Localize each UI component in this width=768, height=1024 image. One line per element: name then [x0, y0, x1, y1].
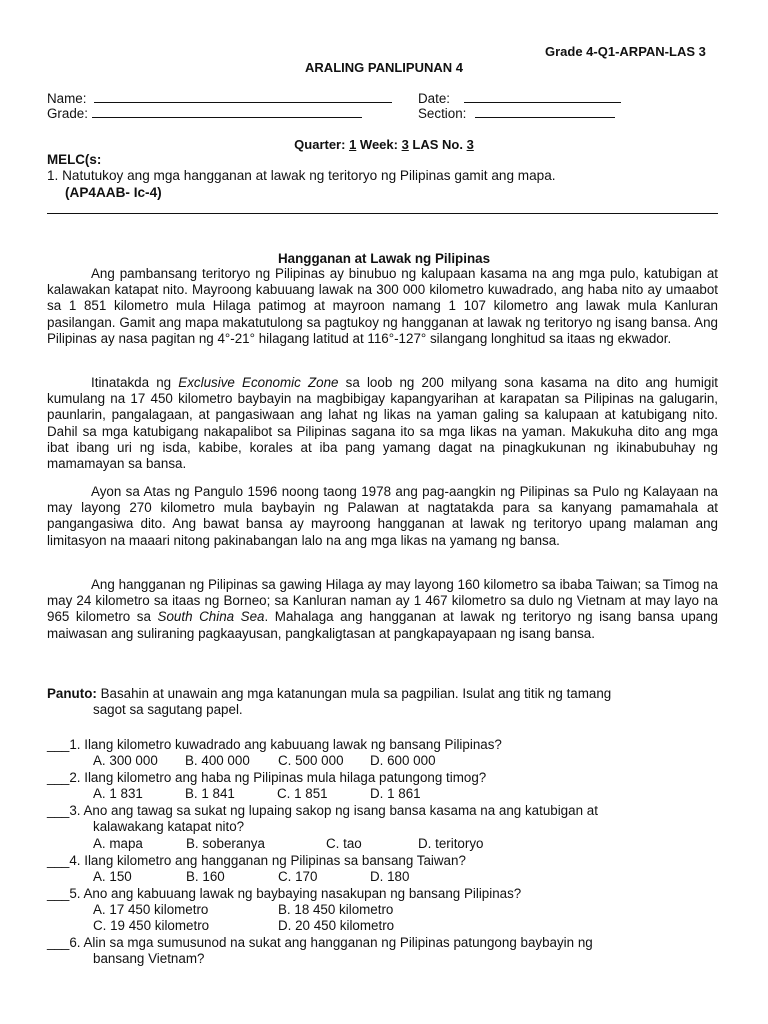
paragraph-2-lead: Itinatakda ng — [91, 375, 179, 390]
q2-option-b[interactable]: B. 1 841 — [185, 786, 235, 801]
lesson-paragraph-4 — [47, 577, 718, 642]
q1-option-d[interactable]: D. 600 000 — [370, 753, 436, 768]
name-label: Name: — [47, 91, 87, 106]
section-field[interactable] — [418, 105, 615, 122]
week-value: 3 — [401, 137, 409, 152]
paragraph-2-rest: sa loob ng 200 milyang sona kasama na dito ang humigit kumulang na 17 450 kilometro baybayin na magbibigay kapangyarihan at karapatan sa Pilipinas na galugarin, paunlarin, pangalagaan, at pangasiwaan ang lahat ng likas na yaman galing sa kalupaan at katubigang nito. Dahil sa mga katubigang nakapalibot sa Pilipinas sagana ito sa mga likas na yaman. Makukuha dito ang mga ibat ibang uri ng isda, kabibe, korales at iba pang yamang dagat na pinagkukunan ng ikinabubuhay ng mamamayan sa bansa. — [47, 375, 719, 472]
question-5-options-row-2 — [93, 918, 394, 934]
lesson-paragraph-3: Ayon sa Atas ng Pangulo 1596 noong taong 1978 ang pag-aangkin ng Pilipinas sa Pulo ng Kalayaan na may layong 270 kilometro mula baybayin ng Palawan at nagtatakda para sa kanyang pamamahala at pangangasiwa dito. Ang bawat bansa ay mayroong hangganan at lawak ng teritoryo upang malaman ang limitasyon na maaari nitong pakinabangan lalo na ang mga likas na yamang ng bansa. — [47, 484, 718, 548]
instructions-line-1 — [47, 686, 718, 702]
q2-option-c[interactable]: C. 1 851 — [277, 786, 328, 801]
section-blank[interactable] — [475, 105, 615, 118]
question-2-options — [93, 786, 421, 802]
lesson-paragraph-2 — [47, 375, 718, 472]
question-6-line-1: ___6. Alin sa mga sumusunod na sukat ang hangganan ng Pilipinas patungong baybayin ng — [47, 935, 593, 950]
question-5: ___5. Ano ang kabuuang lawak ng baybaying nasakupan ng bansang Pilipinas? — [47, 886, 522, 901]
las-value: 3 — [466, 137, 474, 152]
q4-option-b[interactable]: B. 160 — [186, 869, 225, 884]
quarter-label: Quarter: — [294, 137, 350, 152]
lesson-paragraph-1: Ang pambansang teritoryo ng Pilipinas ay binubuo ng kalupaan kasama na ang mga pulo, katubigan at kalawakan katapat nito. Mayroong kabuuang lawak na 300 000 kilometro kuwadrado, ang haba nito ay umaabot sa 1 851 kilometro mula Hilaga patimog at mayroon namang 1 107 kilometro ang lawak mula Kanluran pasilangan. Gamit ang mapa makatutulong sa pagtukoy ng hangganan at lawak ng teritoryo ng isang bansa. Ang Pilipinas ay nasa pagitan ng 4°-21° hilagang latitud at 116°-127° silangang longhitud sa itaas ng ekwador. — [47, 266, 718, 346]
q1-option-a[interactable]: A. 300 000 — [93, 753, 158, 768]
lesson-title: Hangganan at Lawak ng Pilipinas — [277, 251, 491, 266]
q5-option-a[interactable]: A. 17 450 kilometro — [93, 902, 209, 917]
question-4-options — [93, 869, 409, 885]
date-blank[interactable] — [464, 90, 621, 103]
name-blank[interactable] — [94, 90, 392, 103]
q3-option-d[interactable]: D. teritoryo — [418, 836, 484, 851]
q4-option-d[interactable]: D. 180 — [370, 869, 410, 884]
question-2: ___2. Ilang kilometro ang haba ng Pilipinas mula hilaga patungong timog? — [47, 770, 487, 785]
eez-term: Exclusive Economic Zone — [178, 375, 339, 390]
grade-blank[interactable] — [92, 105, 362, 118]
section-label: Section: — [418, 106, 467, 121]
quarter-value: 1 — [349, 137, 357, 152]
melc-code: (AP4AAB- Ic-4) — [65, 185, 162, 200]
question-1: ___1. Ilang kilometro kuwadrado ang kabuuang lawak ng bansang Pilipinas? — [47, 737, 502, 752]
q3-option-a[interactable]: A. mapa — [93, 836, 143, 851]
q2-option-d[interactable]: D. 1 861 — [370, 786, 421, 801]
q5-option-b[interactable]: B. 18 450 kilometro — [278, 902, 394, 917]
q1-option-b[interactable]: B. 400 000 — [185, 753, 250, 768]
worksheet-code: Grade 4-Q1-ARPAN-LAS 3 — [545, 44, 706, 59]
q4-option-c[interactable]: C. 170 — [278, 869, 318, 884]
south-china-sea-term: South China Sea — [157, 609, 265, 625]
question-3 — [47, 803, 598, 835]
week-label: Week: — [356, 137, 402, 152]
melc-item: 1. Natutukoy ang mga hangganan at lawak ng teritoryo ng Pilipinas gamit ang mapa. — [47, 168, 556, 183]
section-divider — [47, 213, 718, 214]
q5-option-c[interactable]: C. 19 450 kilometro — [93, 918, 210, 933]
question-4: ___4. Ilang kilometro ang hangganan ng Pilipinas sa bansang Taiwan? — [47, 853, 466, 868]
question-3-options — [93, 836, 483, 852]
grade-label: Grade: — [47, 106, 88, 121]
paragraph-4-rest: . Mahalaga ang hangganan at lawak ng teritoryo ng isang bansa upang maiwasan ang suliraning pagkaayusan, pangkaligtasan at pangkapayapaan ng isang bansa. — [47, 609, 719, 641]
las-label: LAS No. — [408, 137, 467, 152]
question-1-options — [93, 753, 436, 769]
question-6 — [47, 935, 593, 967]
date-label: Date: — [418, 91, 451, 106]
subject-title: ARALING PANLIPUNAN 4 — [305, 60, 463, 75]
instructions-text: Basahin at unawain ang mga katanungan mula sa pagpilian. Isulat ang titik ng tamang — [96, 686, 612, 701]
q3-option-b[interactable]: B. soberanya — [186, 836, 265, 851]
instructions-line-2: sagot sa sagutang papel. — [93, 702, 243, 718]
melc-label: MELC(s: — [47, 152, 102, 167]
question-5-options-row-1 — [93, 902, 393, 918]
instructions — [47, 686, 718, 718]
paragraph-4-lead: Ang hangganan ng Pilipinas sa gawing Hilaga ay may layong 160 kilometro sa ibaba Taiwan; sa Timog na may 24 kilometro sa itaas ng Borneo; sa Kanluran naman ay 1 467 kilometro sa dulo ng Vietnam at may layo na 965 kilometro sa — [47, 577, 718, 625]
grade-field[interactable] — [47, 105, 362, 122]
q2-option-a[interactable]: A. 1 831 — [93, 786, 143, 801]
q1-option-c[interactable]: C. 500 000 — [278, 753, 344, 768]
question-3-line-1: ___3. Ano ang tawag sa sukat ng lupaing sakop ng isang bansa kasama na ang katubigan at — [47, 803, 598, 818]
q4-option-a[interactable]: A. 150 — [93, 869, 132, 884]
question-6-line-2: bansang Vietnam? — [93, 951, 205, 967]
q5-option-d[interactable]: D. 20 450 kilometro — [278, 918, 395, 933]
instructions-label: Panuto: — [47, 686, 97, 701]
quarter-week-las — [0, 137, 768, 153]
question-3-line-2: kalawakang katapat nito? — [93, 819, 245, 835]
q3-option-c[interactable]: C. tao — [326, 836, 362, 851]
